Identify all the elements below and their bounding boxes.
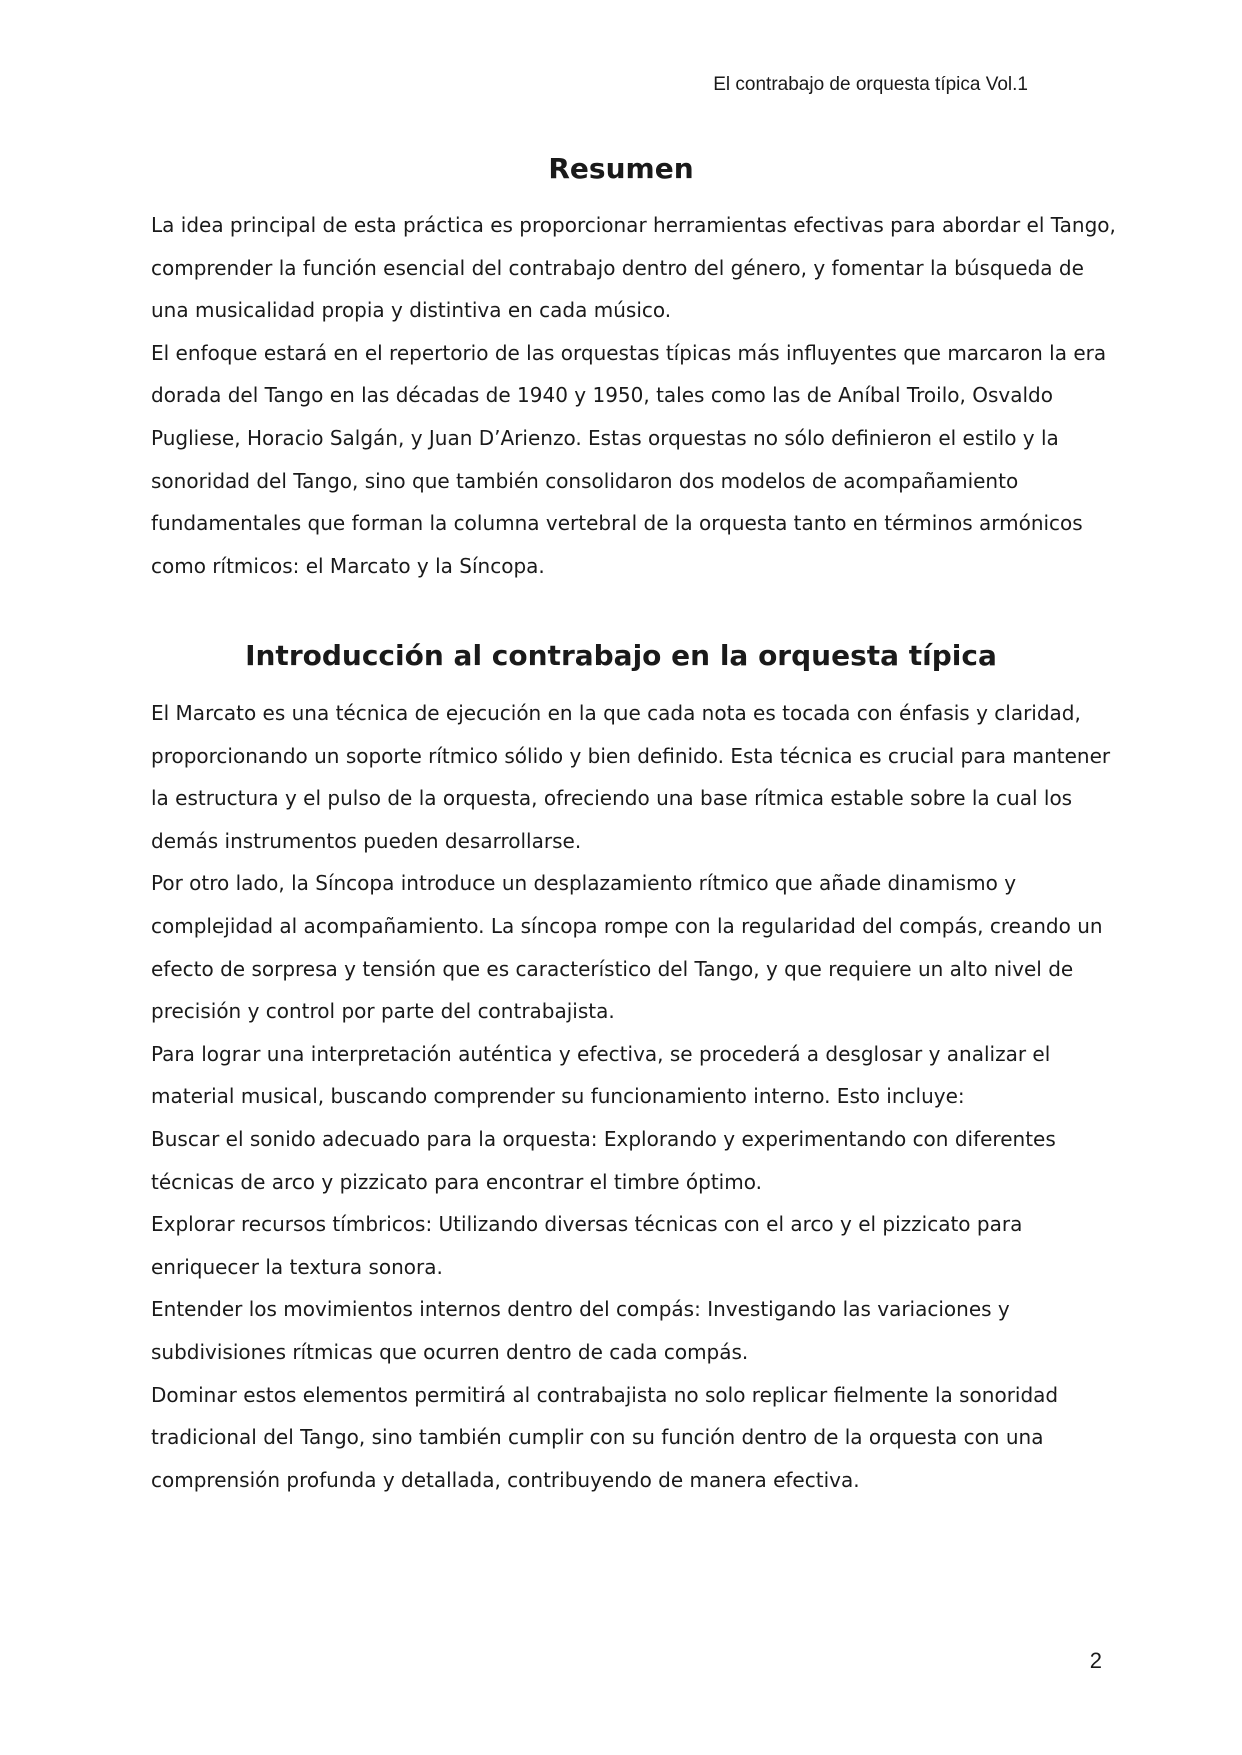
text-line: Por otro lado, la Síncopa introduce un desplazamiento rítmico que añade dinamismo y xyxy=(151,871,1017,896)
text-line: efecto de sorpresa y tensión que es característico del Tango, y que requiere un alto nivel de xyxy=(151,956,1074,981)
text-line: sonoridad del Tango, sino que también consolidaron dos modelos de acompañamiento xyxy=(151,468,1019,493)
text-line: Entender los movimientos internos dentro del compás: Investigando las variaciones y xyxy=(151,1297,1010,1322)
section-heading-introduccion: Introducción al contrabajo en la orquesta típica xyxy=(245,639,997,672)
text-line: demás instrumentos pueden desarrollarse. xyxy=(151,828,582,853)
text-line: técnicas de arco y pizzicato para encontrar el timbre óptimo. xyxy=(151,1169,762,1194)
text-line: precisión y control por parte del contrabajista. xyxy=(151,999,615,1024)
text-line: Buscar el sonido adecuado para la orquesta: Explorando y experimentando con diferentes xyxy=(151,1126,1056,1151)
text-line: Pugliese, Horacio Salgán, y Juan D’Arienzo. Estas orquestas no sólo definieron el estilo y la xyxy=(151,425,1059,450)
text-line: La idea principal de esta práctica es proporcionar herramientas efectivas para abordar el Tango, xyxy=(151,213,1116,237)
text-line: material musical, buscando comprender su funcionamiento interno. Esto incluye: xyxy=(151,1084,965,1109)
text-line: El Marcato es una técnica de ejecución en la que cada nota es tocada con énfasis y claridad, xyxy=(151,701,1081,725)
text-line: una musicalidad propia y distintiva en cada músico. xyxy=(151,298,672,323)
running-header: El contrabajo de orquesta típica Vol.1 xyxy=(713,74,1028,95)
text-line: Dominar estos elementos permitirá al contrabajista no solo replicar fielmente la sonoridad xyxy=(151,1382,1059,1407)
text-line: fundamentales que forman la columna vertebral de la orquesta tanto en términos armónicos xyxy=(151,511,1083,536)
text-line: la estructura y el pulso de la orquesta, ofreciendo una base rítmica estable sobre la cual los xyxy=(151,786,1073,811)
text-line: dorada del Tango en las décadas de 1940 y 1950, tales como las de Aníbal Troilo, Osvaldo xyxy=(151,383,1053,408)
text-line: como rítmicos: el Marcato y la Síncopa. xyxy=(151,553,545,578)
text-line: comprensión profunda y detallada, contribuyendo de manera efectiva. xyxy=(151,1467,860,1492)
section-body-resumen xyxy=(151,204,1116,587)
text-line: enriquecer la textura sonora. xyxy=(151,1254,443,1279)
text-line: Explorar recursos tímbricos: Utilizando diversas técnicas con el arco y el pizzicato para xyxy=(151,1212,1023,1237)
section-heading-resumen: Resumen xyxy=(548,152,694,185)
text-line: proporcionando un soporte rítmico sólido y bien definido. Esta técnica es crucial para mantener xyxy=(151,743,1111,768)
text-line: comprender la función esencial del contrabajo dentro del género, y fomentar la búsqueda de xyxy=(151,255,1084,280)
text-line: tradicional del Tango, sino también cumplir con su función dentro de la orquesta con una xyxy=(151,1425,1044,1450)
page-number: 2 xyxy=(1089,1648,1102,1673)
section-body-introduccion xyxy=(151,692,1111,1501)
text-line: Para lograr una interpretación auténtica y efectiva, se procederá a desglosar y analizar el xyxy=(151,1041,1051,1066)
text-line: complejidad al acompañamiento. La síncopa rompe con la regularidad del compás, creando un xyxy=(151,913,1103,938)
text-line: El enfoque estará en el repertorio de las orquestas típicas más influyentes que marcaron la era xyxy=(151,340,1107,365)
text-line: subdivisiones rítmicas que ocurren dentro de cada compás. xyxy=(151,1339,749,1364)
